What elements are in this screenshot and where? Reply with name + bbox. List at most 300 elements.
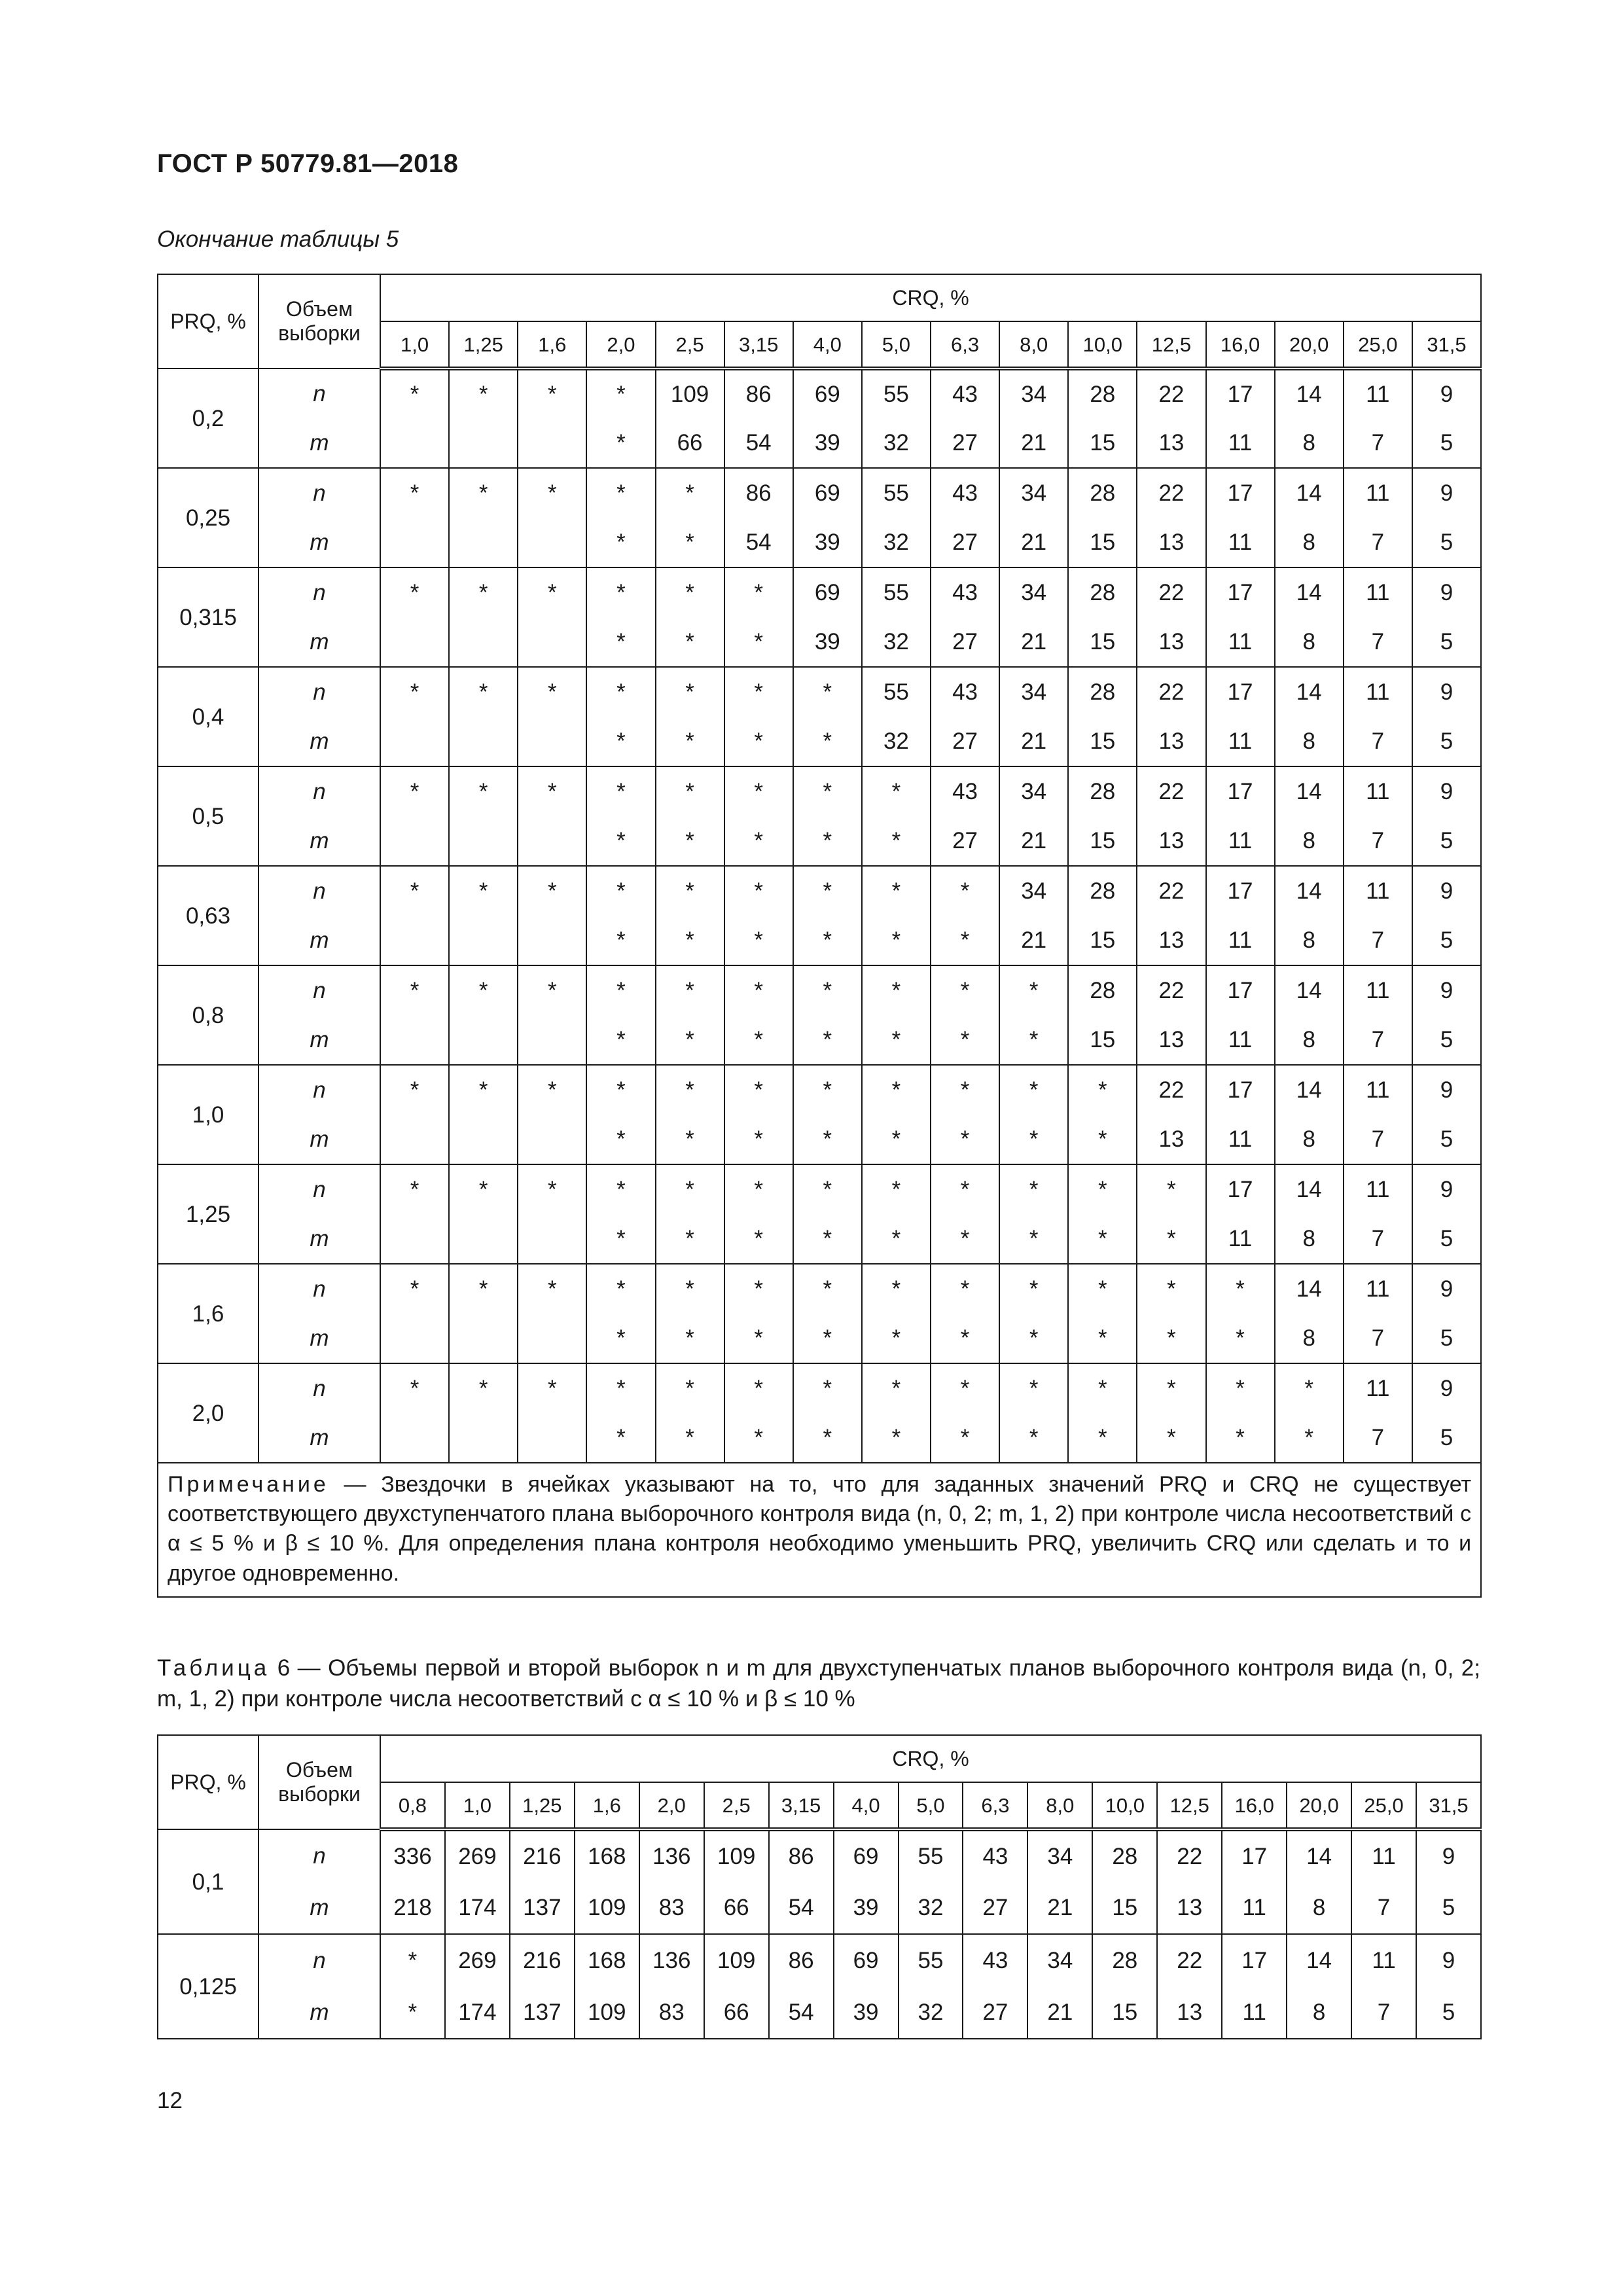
cell-m: 11 [1222,1882,1287,1934]
cell-m: 8 [1287,1986,1351,2039]
cell-m: * [931,916,999,965]
cell-m: * [1275,1413,1344,1463]
cell-m: 11 [1206,816,1275,866]
cell-m: 5 [1416,1882,1481,1934]
sample-m-label: m [259,1314,380,1363]
cell-n: 28 [1068,567,1137,617]
sample-m-label: m [259,1015,380,1065]
cell-m: 7 [1344,418,1412,468]
crq-value-header: 1,25 [510,1782,575,1829]
cell-m: * [862,1015,931,1065]
cell-n: * [586,1264,655,1314]
cell-m: 5 [1412,518,1481,567]
cell-m: 15 [1068,816,1137,866]
cell-m [380,1413,449,1463]
cell-n: 17 [1206,368,1275,418]
cell-m: * [724,1314,793,1363]
cell-n: 9 [1412,766,1481,816]
cell-n: * [518,667,586,717]
cell-n: * [518,567,586,617]
cell-m: * [586,1214,655,1264]
cell-m: 13 [1137,717,1205,766]
prq-value: 0,315 [158,567,259,667]
cell-m: * [1137,1314,1205,1363]
cell-n: 216 [510,1934,575,1986]
cell-n: * [449,567,518,617]
cell-m: 137 [510,1882,575,1934]
cell-m: 11 [1206,518,1275,567]
cell-n: * [380,1264,449,1314]
cell-n: 22 [1137,866,1205,916]
cell-n: 109 [704,1829,769,1882]
cell-m: 66 [704,1882,769,1934]
cell-n: * [724,1264,793,1314]
cell-n: * [1275,1363,1344,1413]
cell-n: 22 [1137,1065,1205,1115]
cell-m: * [1068,1214,1137,1264]
cell-m [449,518,518,567]
cell-n: 28 [1068,468,1137,518]
crq-value-header: 16,0 [1206,321,1275,368]
cell-m: * [586,418,655,468]
cell-m [380,816,449,866]
cell-m: 15 [1068,518,1137,567]
cell-n: 17 [1206,1164,1275,1214]
cell-m [449,1413,518,1463]
sample-m-label: m [259,418,380,468]
crq-value-header: 10,0 [1068,321,1137,368]
cell-n: 43 [931,766,999,816]
cell-m [518,1214,586,1264]
cell-n: 34 [999,667,1068,717]
cell-m: * [724,717,793,766]
cell-m: 7 [1344,717,1412,766]
cell-n: * [586,1065,655,1115]
crq-value-header: 16,0 [1222,1782,1287,1829]
cell-n: * [449,866,518,916]
cell-m: * [793,1413,862,1463]
cell-n: 43 [931,368,999,418]
cell-n: * [793,1164,862,1214]
cell-m: 11 [1222,1986,1287,2039]
sample-n-label: n [259,567,380,617]
cell-m: 21 [999,717,1068,766]
prq-header: PRQ, % [158,1735,259,1829]
cell-m: 11 [1206,1115,1275,1164]
cell-n: 22 [1137,368,1205,418]
prq-value: 1,6 [158,1264,259,1363]
crq-value-header: 8,0 [1027,1782,1092,1829]
cell-m: * [862,916,931,965]
cell-n: * [586,368,655,418]
cell-m: 7 [1344,1413,1412,1463]
cell-m [518,1115,586,1164]
cell-m: * [724,1115,793,1164]
cell-m: 7 [1344,916,1412,965]
cell-n: 22 [1137,766,1205,816]
cell-m: 7 [1351,1986,1416,2039]
cell-m: 5 [1412,717,1481,766]
cell-m: 7 [1344,816,1412,866]
volume-header: Объем выборки [259,1735,380,1829]
crq-value-header: 3,15 [769,1782,834,1829]
cell-n: 14 [1275,468,1344,518]
cell-n: * [656,1065,724,1115]
prq-value: 1,25 [158,1164,259,1264]
cell-m: 15 [1068,418,1137,468]
cell-n: * [380,866,449,916]
cell-m: * [862,1115,931,1164]
cell-m [380,717,449,766]
cell-m: * [724,816,793,866]
cell-n: 109 [704,1934,769,1986]
cell-n: 17 [1206,866,1275,916]
cell-m: * [656,717,724,766]
cell-n: * [793,1264,862,1314]
crq-value-header: 1,0 [445,1782,510,1829]
cell-m [380,418,449,468]
cell-n: 86 [724,468,793,518]
cell-n: * [656,1363,724,1413]
cell-m: 7 [1344,1214,1412,1264]
cell-n: * [449,1264,518,1314]
cell-n: * [449,667,518,717]
cell-n: 14 [1275,1264,1344,1314]
cell-n: 168 [575,1829,639,1882]
volume-header: Объем выборки [259,274,380,368]
cell-m [449,1015,518,1065]
cell-m: * [1068,1115,1137,1164]
cell-n: 11 [1344,1264,1412,1314]
cell-n: 28 [1068,965,1137,1015]
cell-m [449,717,518,766]
cell-n: 28 [1092,1829,1157,1882]
cell-n: 269 [445,1934,510,1986]
table5 [157,274,1482,1598]
cell-m: * [1206,1413,1275,1463]
cell-m: 8 [1287,1882,1351,1934]
cell-n: 69 [834,1829,899,1882]
cell-n: 43 [963,1934,1027,1986]
cell-m: * [862,1214,931,1264]
cell-n: * [380,468,449,518]
cell-m: * [656,1115,724,1164]
cell-m: * [931,1314,999,1363]
cell-n: 22 [1137,667,1205,717]
cell-m: 54 [724,518,793,567]
cell-n: * [862,766,931,816]
cell-m: 13 [1137,518,1205,567]
table6-caption [157,1653,1480,1714]
cell-n: 22 [1137,567,1205,617]
cell-n: * [656,567,724,617]
cell-m: 83 [639,1986,704,2039]
cell-m [449,418,518,468]
cell-m: 8 [1275,518,1344,567]
cell-n: 34 [999,368,1068,418]
cell-n: * [931,965,999,1015]
cell-n: * [586,965,655,1015]
cell-m: 13 [1137,617,1205,667]
cell-m: 13 [1157,1882,1222,1934]
cell-m: 7 [1344,1115,1412,1164]
cell-m: * [931,1015,999,1065]
prq-value: 0,1 [158,1829,259,1934]
sample-n-label: n [259,368,380,418]
cell-m: 7 [1344,1015,1412,1065]
cell-m: * [724,617,793,667]
crq-value-header: 0,8 [380,1782,445,1829]
cell-n: * [1137,1164,1205,1214]
cell-n: * [518,368,586,418]
cell-m [449,816,518,866]
cell-m: * [586,1115,655,1164]
cell-n: * [518,1363,586,1413]
cell-n: 22 [1157,1934,1222,1986]
cell-n: 109 [656,368,724,418]
cell-n: * [1068,1264,1137,1314]
cell-n: * [793,667,862,717]
cell-m: * [586,1314,655,1363]
cell-m: 54 [769,1882,834,1934]
cell-m: * [931,1413,999,1463]
prq-value: 0,2 [158,368,259,468]
cell-m [449,617,518,667]
cell-n: * [724,866,793,916]
sample-m-label: m [259,717,380,766]
cell-m: 27 [963,1986,1027,2039]
cell-n: 14 [1275,1065,1344,1115]
cell-m: * [724,916,793,965]
cell-m: * [999,1015,1068,1065]
cell-n: 17 [1206,766,1275,816]
cell-n: 22 [1137,468,1205,518]
cell-n: 86 [724,368,793,418]
cell-n: * [793,766,862,816]
cell-n: 11 [1344,667,1412,717]
cell-m: 27 [931,717,999,766]
cell-n: * [518,1264,586,1314]
cell-n: 28 [1092,1934,1157,1986]
cell-n: * [380,567,449,617]
cell-n: * [999,965,1068,1015]
cell-m: 27 [931,617,999,667]
cell-m [380,1115,449,1164]
sample-n-label: n [259,1363,380,1413]
cell-n: * [1206,1264,1275,1314]
cell-m: 32 [862,617,931,667]
cell-n: 17 [1206,468,1275,518]
cell-m: 21 [1027,1986,1092,2039]
cell-n: * [862,1065,931,1115]
cell-n: 9 [1412,468,1481,518]
cell-n: 11 [1344,1164,1412,1214]
cell-n: 11 [1344,866,1412,916]
sample-m-label: m [259,1214,380,1264]
cell-m: 32 [862,418,931,468]
cell-m [449,1115,518,1164]
cell-m: * [724,1214,793,1264]
cell-m [380,617,449,667]
cell-m: * [1206,1314,1275,1363]
cell-m: 21 [999,617,1068,667]
page-number: 12 [157,2088,183,2113]
cell-n: * [449,965,518,1015]
cell-m: 13 [1137,816,1205,866]
cell-m: * [586,617,655,667]
table6-caption-label: Таблица [157,1655,270,1681]
cell-n: 9 [1412,1264,1481,1314]
sample-n-label: n [259,866,380,916]
cell-m: * [999,1115,1068,1164]
cell-n: 11 [1351,1934,1416,1986]
cell-n: * [586,667,655,717]
cell-n: 17 [1206,567,1275,617]
cell-n: * [724,1363,793,1413]
cell-n: * [931,1065,999,1115]
cell-n: * [518,965,586,1015]
cell-n: 34 [999,567,1068,617]
cell-m: * [586,1413,655,1463]
crq-header: CRQ, % [380,274,1481,321]
cell-m: * [656,816,724,866]
cell-m [518,518,586,567]
cell-m: 8 [1275,1115,1344,1164]
cell-n: 168 [575,1934,639,1986]
prq-value: 2,0 [158,1363,259,1463]
cell-n: 9 [1412,667,1481,717]
cell-n: 17 [1222,1934,1287,1986]
cell-n: * [931,1363,999,1413]
crq-value-header: 25,0 [1344,321,1412,368]
cell-n: * [1068,1065,1137,1115]
cell-m: 15 [1068,617,1137,667]
cell-m: 13 [1137,916,1205,965]
cell-m: * [1137,1413,1205,1463]
cell-n: * [380,1164,449,1214]
sample-m-label: m [259,1986,380,2039]
cell-n: 55 [862,567,931,617]
cell-m: 5 [1412,1314,1481,1363]
cell-n: 9 [1412,965,1481,1015]
cell-n: * [449,368,518,418]
cell-n: * [724,766,793,816]
cell-n: 34 [999,766,1068,816]
cell-m: 218 [380,1882,445,1934]
prq-value: 0,8 [158,965,259,1065]
cell-n: * [380,766,449,816]
cell-m: 27 [931,816,999,866]
cell-m: * [656,1214,724,1264]
cell-m: 21 [999,518,1068,567]
cell-m [518,617,586,667]
cell-m: 137 [510,1986,575,2039]
cell-n: 28 [1068,368,1137,418]
cell-m: * [793,717,862,766]
cell-n: * [656,468,724,518]
cell-m: 27 [931,418,999,468]
cell-m: 39 [793,518,862,567]
cell-n: * [380,1934,445,1986]
cell-n: * [793,965,862,1015]
cell-m: * [586,916,655,965]
cell-n: 43 [931,468,999,518]
cell-m: 5 [1416,1986,1481,2039]
cell-m: 11 [1206,617,1275,667]
cell-n: 34 [1027,1934,1092,1986]
cell-m [518,816,586,866]
cell-n: * [586,766,655,816]
cell-n: 34 [999,866,1068,916]
crq-value-header: 20,0 [1275,321,1344,368]
cell-m: * [380,1986,445,2039]
cell-m: 5 [1412,418,1481,468]
document-code: ГОСТ Р 50779.81—2018 [157,149,459,178]
cell-m: 8 [1275,1214,1344,1264]
cell-m [518,916,586,965]
cell-m: 5 [1412,617,1481,667]
cell-n: * [724,567,793,617]
cell-n: 9 [1412,866,1481,916]
sample-n-label: n [259,1264,380,1314]
cell-n: 11 [1344,567,1412,617]
cell-m [380,1015,449,1065]
crq-value-header: 6,3 [931,321,999,368]
cell-n: 28 [1068,667,1137,717]
cell-n: * [793,866,862,916]
cell-n: 69 [793,468,862,518]
cell-n: * [380,368,449,418]
cell-n: * [518,1065,586,1115]
cell-n: * [724,1065,793,1115]
cell-m: * [1068,1314,1137,1363]
cell-n: 28 [1068,766,1137,816]
cell-n: * [1137,1363,1205,1413]
cell-m: * [724,1413,793,1463]
cell-n: * [518,468,586,518]
table6-caption-text: 6 — Объемы первой и второй выборок n и m для двухступенчатых планов выборочного контроля вида (n, 0, 2; m, 1, 2) при контроле числа несоответствий с α ≤ 10 % и β ≤ 10 % [157,1655,1480,1712]
cell-n: * [724,965,793,1015]
cell-m: * [999,1214,1068,1264]
cell-m: * [586,1015,655,1065]
crq-value-header: 5,0 [862,321,931,368]
cell-n: * [656,1264,724,1314]
cell-n: * [656,667,724,717]
cell-m: 11 [1206,717,1275,766]
cell-n: * [449,1164,518,1214]
cell-n: * [449,1363,518,1413]
sample-n-label: n [259,468,380,518]
cell-m [380,1314,449,1363]
cell-n: 34 [1027,1829,1092,1882]
cell-n: * [862,866,931,916]
cell-m: 7 [1344,617,1412,667]
cell-m: 27 [931,518,999,567]
cell-m: 5 [1412,1413,1481,1463]
cell-n: 9 [1412,1164,1481,1214]
cell-n: * [724,667,793,717]
cell-n: 14 [1275,667,1344,717]
cell-m: 5 [1412,816,1481,866]
cell-n: 14 [1275,1164,1344,1214]
prq-value: 0,125 [158,1934,259,2039]
cell-n: 11 [1344,368,1412,418]
cell-m: 5 [1412,1115,1481,1164]
cell-m: * [586,816,655,866]
cell-m: * [862,1314,931,1363]
prq-header: PRQ, % [158,274,259,368]
cell-m: 13 [1137,1115,1205,1164]
